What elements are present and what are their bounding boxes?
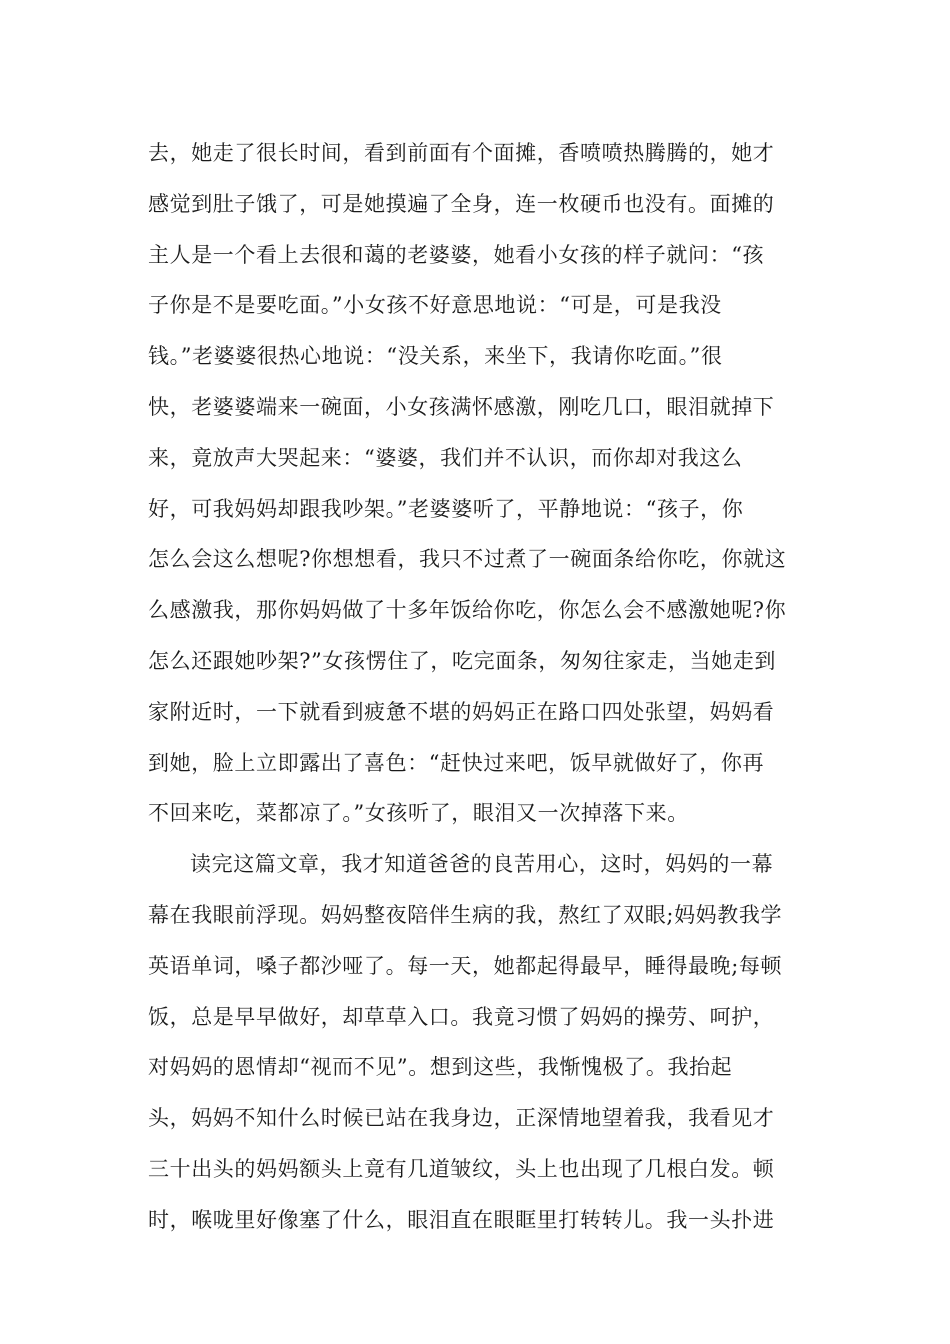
- text-line: 么感激我，那你妈妈做了十多年饭给你吃，你怎么会不感激她呢?你: [148, 598, 787, 623]
- text-line: 不回来吃，菜都凉了。”女孩听了，眼泪又一次掉落下来。: [148, 801, 689, 826]
- text-line: 英语单词，嗓子都沙哑了。每一天，她都起得最早，睡得最晚;每顿: [148, 953, 783, 978]
- text-line: 快，老婆婆端来一碗面，小女孩满怀感激，刚吃几口，眼泪就掉下: [148, 394, 775, 419]
- text-line: 钱。”老婆婆很热心地说：“没关系，来坐下，我请你吃面。”很: [148, 344, 723, 369]
- text-line: 去，她走了很长时间，看到前面有个面摊，香喷喷热腾腾的，她才: [148, 141, 775, 165]
- text-line: 时，喉咙里好像塞了什么，眼泪直在眼眶里打转转儿。我一头扑进: [148, 1207, 775, 1232]
- text-line: 好，可我妈妈却跟我吵架。”老婆婆听了，平静地说：“孩子，你: [148, 496, 744, 521]
- text-line: 三十出头的妈妈额头上竟有几道皱纹，头上也出现了几根白发。顿: [148, 1156, 775, 1181]
- text-line: 子你是不是要吃面。”小女孩不好意思地说：“可是，可是我没: [148, 293, 722, 318]
- text-line: 怎么还跟她吵架?”女孩愣住了，吃完面条，匆匆往家走，当她走到: [148, 648, 776, 673]
- text-line: 怎么会这么想呢?你想想看，我只不过煮了一碗面条给你吃，你就这: [148, 547, 787, 572]
- text-line: 饭，总是早早做好，却草草入口。我竟习惯了妈妈的操劳、呵护，: [148, 1004, 775, 1029]
- text-line: 对妈妈的恩情却“视而不见”。想到这些，我惭愧极了。我抬起: [148, 1055, 733, 1080]
- text-line: 来，竟放声大哭起来：“婆婆，我们并不认识，而你却对我这么: [148, 445, 743, 470]
- text-line: 到她，脸上立即露出了喜色：“赶快过来吧，饭早就做好了，你再: [148, 750, 765, 775]
- paragraph-first-line: 读完这篇文章，我才知道爸爸的良苦用心，这时，妈妈的一幕: [190, 852, 774, 877]
- text-line: 家附近时，一下就看到疲惫不堪的妈妈正在路口四处张望，妈妈看: [148, 699, 775, 724]
- body-text: [148, 128, 808, 1246]
- text-line: 头，妈妈不知什么时候已站在我身边，正深情地望着我，我看见才: [148, 1106, 775, 1131]
- text-line: 幕在我眼前浮现。妈妈整夜陪伴生病的我，熬红了双眼;妈妈教我学: [148, 902, 783, 927]
- text-line: 主人是一个看上去很和蔼的老婆婆，她看小女孩的样子就问：“孩: [148, 242, 765, 267]
- text-line: 感觉到肚子饿了，可是她摸遍了全身，连一枚硬币也没有。面摊的: [148, 191, 775, 216]
